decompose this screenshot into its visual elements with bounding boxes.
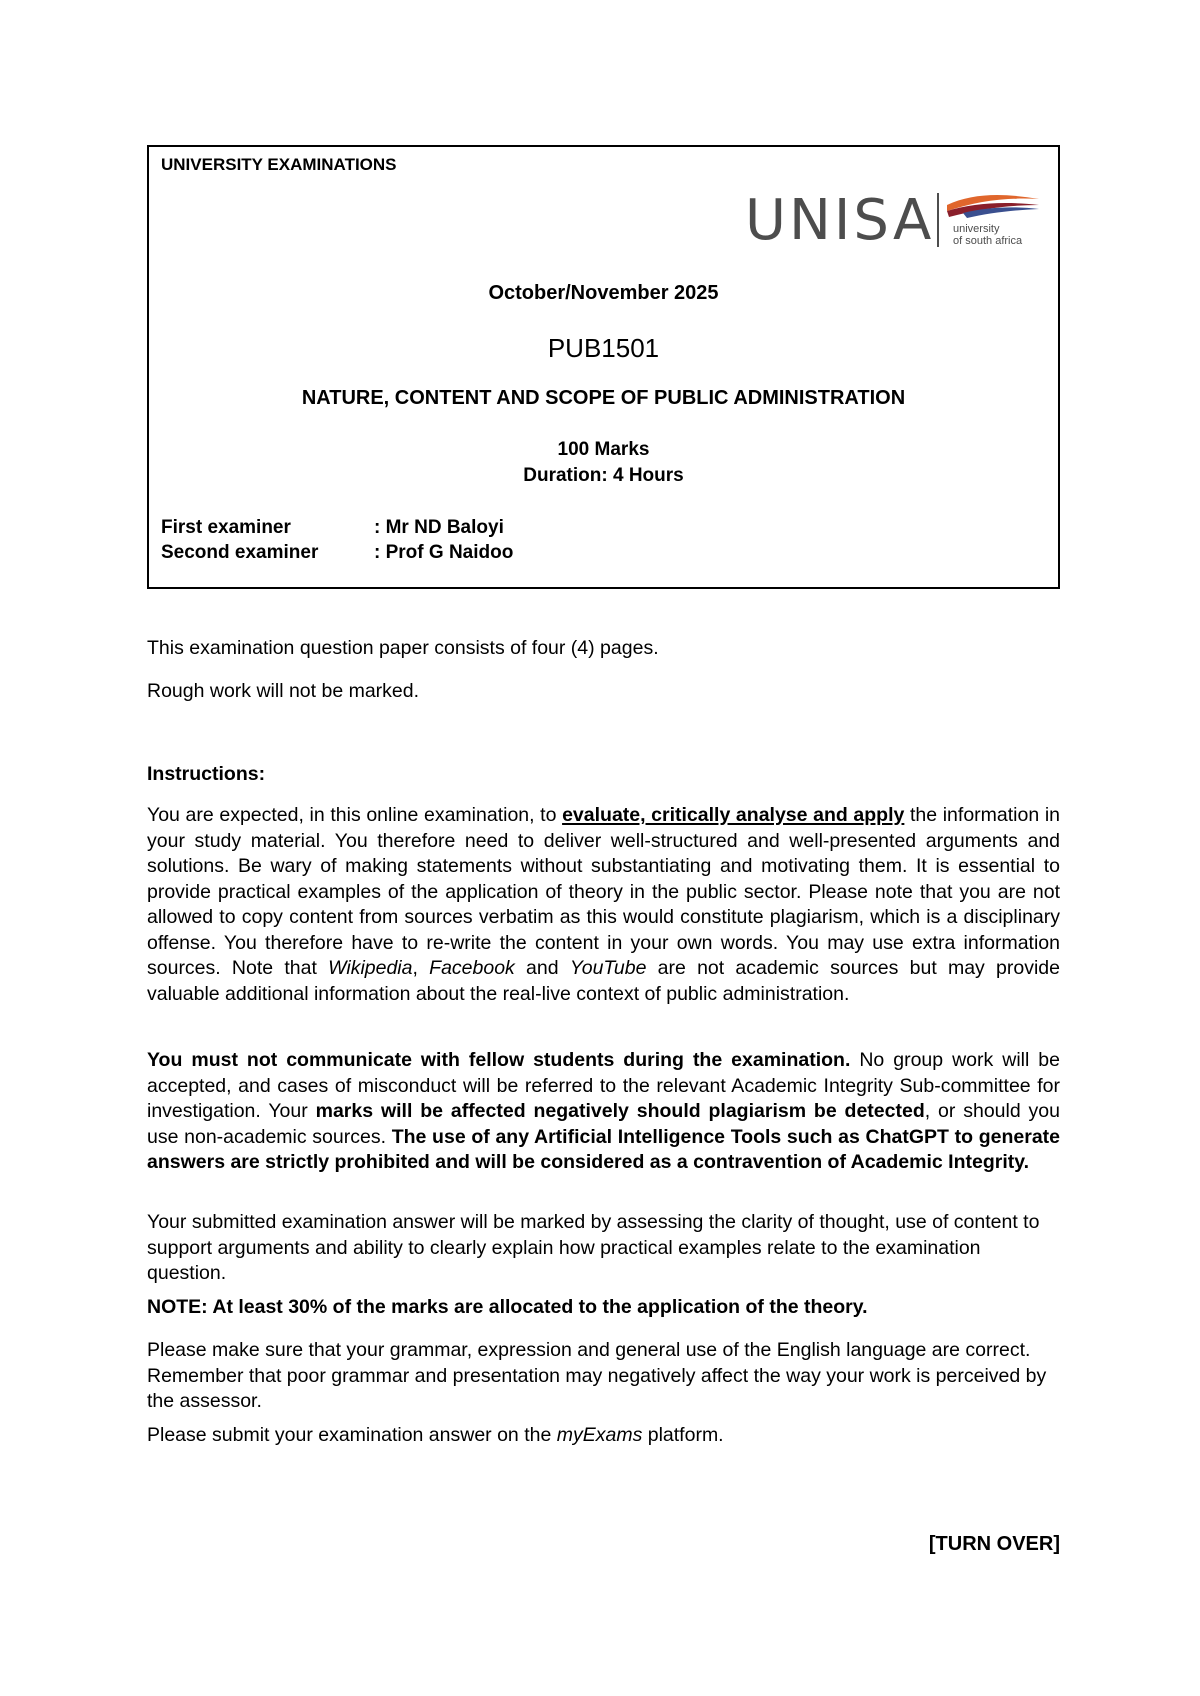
logo-divider bbox=[937, 193, 939, 247]
logo-wordmark: UNISA bbox=[745, 188, 935, 253]
p1-text-c: are not academic sources but may provide valuable additional information about the real-live context of public administration. bbox=[147, 957, 1061, 1005]
p2-bold-1: You must not communicate with fellow students during the examination. bbox=[147, 1049, 851, 1071]
logo-sub-line-2: of south africa bbox=[953, 235, 1023, 247]
exam-type-title: UNIVERSITY EXAMINATIONS bbox=[161, 155, 397, 174]
total-marks: 100 Marks bbox=[557, 439, 650, 460]
second-examiner-value: : Prof G Naidoo bbox=[374, 542, 514, 563]
exam-header-box bbox=[147, 145, 1060, 589]
page-count-note: This examination question paper consists of four (4) pages. bbox=[147, 637, 659, 659]
logo-sub-line-1: university bbox=[953, 223, 1000, 235]
second-examiner-row bbox=[161, 542, 513, 564]
logo-subtitle bbox=[953, 223, 1022, 247]
p6-text-b: platform. bbox=[642, 1424, 724, 1446]
p1-text-b: the information in your study material. You therefore need to deliver well-structured and well-presented arguments and solutions. Be wary of making statements without substantiating and motivating them. It is essential to provide practical examples of the application of theory in the public sector. Please note that you are not allowed to copy content from sources verbatim as this would constitute plagiarism, which is a disciplinary offense. You therefore have to re-write the content in your own words. You may use extra information sources. Note that bbox=[147, 804, 1060, 979]
exam-duration: Duration: 4 Hours bbox=[523, 465, 684, 486]
instructions-paragraph-6 bbox=[147, 1423, 1060, 1449]
p1-facebook: Facebook bbox=[429, 957, 515, 979]
p2-text-a: No group work will be accepted, and cases of misconduct will be referred to the relevant Academic Integrity Sub-committee for investigation. Your bbox=[147, 1049, 1060, 1122]
p1-underlined: evaluate, critically analyse and apply bbox=[562, 804, 905, 826]
first-examiner-row bbox=[161, 517, 504, 539]
instructions-paragraph-2 bbox=[147, 1048, 1060, 1176]
p2-bold-2: marks will be affected negatively should plagiarism be detected bbox=[315, 1100, 925, 1122]
logo-swoosh-icon bbox=[943, 191, 1043, 221]
first-examiner-label: First examiner bbox=[161, 517, 291, 538]
p6-myexams: myExams bbox=[556, 1424, 643, 1446]
p1-comma: , bbox=[412, 957, 430, 979]
p1-text-a: You are expected, in this online examination, to bbox=[147, 804, 563, 826]
instructions-heading: Instructions: bbox=[147, 763, 266, 785]
unisa-logo bbox=[745, 189, 1045, 255]
p2-bold-3: The use of any Artificial Intelligence Tools such as ChatGPT to generate answers are strictly prohibited and will be considered as a contravention of Academic Integrity. bbox=[147, 1125, 1061, 1173]
p1-and: and bbox=[514, 957, 570, 979]
instructions-paragraph-1 bbox=[147, 803, 1060, 1007]
instructions-paragraph-3: Your submitted examination answer will be marked by assessing the clarity of thought, use of content to support arguments and ability to clearly explain how practical examples relate to the examination question. bbox=[147, 1211, 1040, 1284]
p2-text-b: , or should you use non-academic sources. bbox=[147, 1100, 1060, 1148]
p6-text-a: Please submit your examination answer on the bbox=[147, 1424, 557, 1446]
exam-session: October/November 2025 bbox=[488, 282, 719, 304]
rough-work-note: Rough work will not be marked. bbox=[147, 680, 420, 702]
second-examiner-label: Second examiner bbox=[161, 542, 319, 563]
p1-wikipedia: Wikipedia bbox=[328, 957, 413, 979]
p1-youtube: YouTube bbox=[569, 957, 647, 979]
module-code: PUB1501 bbox=[547, 333, 660, 363]
first-examiner-value: : Mr ND Baloyi bbox=[374, 517, 504, 538]
instructions-paragraph-5: Please make sure that your grammar, expression and general use of the English language are correct. Remember that poor grammar and presentation may negatively affect the way your work is perceived by the assessor. bbox=[147, 1339, 1047, 1412]
turn-over-label: [TURN OVER] bbox=[928, 1533, 1060, 1555]
module-name: NATURE, CONTENT AND SCOPE OF PUBLIC ADMINISTRATION bbox=[301, 387, 906, 409]
instructions-note: NOTE: At least 30% of the marks are allocated to the application of the theory. bbox=[147, 1296, 868, 1318]
